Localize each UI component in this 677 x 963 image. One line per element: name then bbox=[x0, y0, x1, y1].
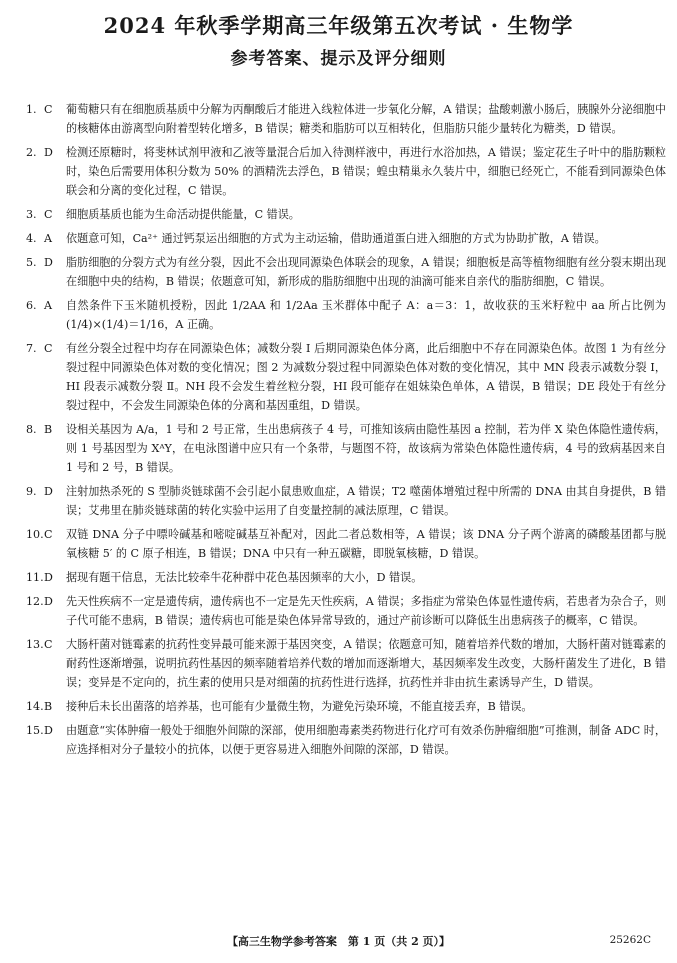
answer-item bbox=[26, 420, 666, 477]
answer-choice: A bbox=[44, 299, 53, 312]
answer-number: 7. bbox=[26, 342, 37, 355]
answer-number: 4. bbox=[26, 232, 37, 245]
answer-item bbox=[26, 592, 666, 630]
answer-item bbox=[26, 100, 666, 138]
answer-explanation: 葡萄糖只有在细胞质基质中分解为丙酮酸后才能进入线粒体进一步氧化分解，A 错误；盐酸刺激小肠后，胰腺外分泌细胞中的核糖体由游离型向附着型转化增多，B 错误；糖类和脂肪可以互相转化，但脂肪只能少量转化为糖类，D 错误。 bbox=[66, 103, 666, 135]
answer-list bbox=[26, 100, 666, 764]
answer-number: 13. bbox=[26, 638, 44, 651]
answer-explanation: 有丝分裂全过程中均存在同源染色体；减数分裂 Ⅰ 后期同源染色体分离，此后细胞中不存在同源染色体。故图 1 为有丝分裂过程中同源染色体对数的变化情况；图 2 为减数分裂过程中同源染色体对数的变化情况，其中 MN 段表示减数分裂 Ⅰ，HI 段表示减数分裂 Ⅱ。NH 段不会发生着丝粒分裂，HI 段可能存在姐妹染色单体，A 错误，B 错误；DE 段处于有丝分裂过程中，不会发生同源染色体的分离和基因重组，D 错误。 bbox=[66, 342, 666, 412]
answer-number: 12. bbox=[26, 595, 44, 608]
answer-item bbox=[26, 229, 666, 248]
answer-item bbox=[26, 296, 666, 334]
answer-choice: C bbox=[44, 208, 53, 221]
answer-number: 1. bbox=[26, 103, 37, 116]
answer-explanation: 双链 DNA 分子中嘌呤碱基和嘧啶碱基互补配对，因此二者总数相等，A 错误；该 DNA 分子两个游离的磷酸基团都与脱氧核糖 5′ 的 C 原子相连，B 错误；DNA 中只有一种五碳糖，即脱氧核糖，D 错误。 bbox=[66, 528, 666, 560]
answer-item bbox=[26, 205, 666, 224]
answer-choice: C bbox=[44, 638, 53, 651]
answer-explanation: 先天性疾病不一定是遗传病，遗传病也不一定是先天性疾病，A 错误；多指症为常染色体显性遗传病，若患者为杂合子，则子代可能不患病，B 错误；遗传病也可能是染色体异常导致的，通过产前诊断可以降低生出患病孩子的概率，C 错误。 bbox=[66, 595, 666, 627]
answer-choice: D bbox=[44, 595, 53, 608]
answer-choice: D bbox=[44, 485, 53, 498]
answer-choice: D bbox=[44, 256, 53, 269]
page-title: 2024 年秋季学期高三年级第五次考试 · 生物学 bbox=[103, 13, 574, 38]
answer-item bbox=[26, 143, 666, 200]
answer-choice: A bbox=[44, 232, 53, 245]
page-footer: 【高三生物学参考答案 第 1 页（共 2 页）】 bbox=[226, 935, 451, 948]
answer-explanation: 大肠杆菌对链霉素的抗药性变异最可能来源于基因突变，A 错误；依题意可知，随着培养代数的增加，大肠杆菌对链霉素的耐药性逐渐增强，说明抗药性基因的频率随着培养代数的增加而逐渐增大，基因频率发生改变，大肠杆菌发生了进化，B 错误；变异是不定向的，抗生素的使用只是对细菌的抗药性进行选择，抗药性并非由抗生素诱导产生，D 错误。 bbox=[66, 638, 666, 689]
page-subtitle: 参考答案、提示及评分细则 bbox=[230, 49, 447, 69]
answer-number: 14. bbox=[26, 700, 44, 713]
answer-explanation: 细胞质基质也能为生命活动提供能量，C 错误。 bbox=[66, 208, 300, 221]
answer-item bbox=[26, 339, 666, 415]
answer-choice: B bbox=[44, 700, 53, 713]
answer-number: 15. bbox=[26, 724, 44, 737]
answer-item bbox=[26, 525, 666, 563]
answer-item bbox=[26, 482, 666, 520]
answer-choice: D bbox=[44, 724, 53, 737]
answer-item bbox=[26, 721, 666, 759]
answer-choice: B bbox=[44, 423, 53, 436]
answer-choice: D bbox=[44, 571, 53, 584]
document-code: 25262C bbox=[609, 934, 651, 946]
answer-number: 6. bbox=[26, 299, 37, 312]
answer-number: 11. bbox=[26, 571, 44, 584]
answer-explanation: 据现有题干信息，无法比较牵牛花种群中花色基因频率的大小，D 错误。 bbox=[66, 571, 423, 584]
answer-number: 8. bbox=[26, 423, 37, 436]
answer-number: 10. bbox=[26, 528, 44, 541]
answer-explanation: 设相关基因为 A/a，1 号和 2 号正常，生出患病孩子 4 号，可推知该病由隐性基因 a 控制，若为伴 X 染色体隐性遗传病，则 1 号基因型为 XᴬY，在电泳图谱中应只有一个条带，与题图不符，故该病为常染色体隐性遗传病，4 号的致病基因来自 1 号和 2 号，B 错误。 bbox=[66, 423, 666, 474]
answer-item bbox=[26, 253, 666, 291]
answer-explanation: 脂肪细胞的分裂方式为有丝分裂，因此不会出现同源染色体联会的现象，A 错误；细胞板是高等植物细胞有丝分裂末期出现在细胞中央的结构，B 错误；依题意可知，新形成的脂肪细胞中出现的油滴可能来自亲代的脂肪细胞，C 错误。 bbox=[66, 256, 666, 288]
answer-item bbox=[26, 635, 666, 692]
answer-explanation: 接种后未长出菌落的培养基，也可能有少量微生物，为避免污染环境，不能直接丢弃，B 错误。 bbox=[66, 700, 533, 713]
answer-choice: C bbox=[44, 528, 53, 541]
answer-number: 3. bbox=[26, 208, 37, 221]
answer-explanation: 依题意可知，Ca²⁺ 通过钙泵运出细胞的方式为主动运输，借助通道蛋白进入细胞的方式为协助扩散，A 错误。 bbox=[66, 232, 606, 245]
answer-choice: D bbox=[44, 146, 53, 159]
answer-number: 5. bbox=[26, 256, 37, 269]
answer-explanation: 注射加热杀死的 S 型肺炎链球菌不会引起小鼠患败血症，A 错误；T2 噬菌体增殖过程中所需的 DNA 由其自身提供，B 错误；艾弗里在肺炎链球菌的转化实验中运用了自变量控制的减法原理，C 错误。 bbox=[66, 485, 666, 517]
answer-number: 9. bbox=[26, 485, 37, 498]
answer-item bbox=[26, 568, 666, 587]
answer-choice: C bbox=[44, 342, 53, 355]
answer-item bbox=[26, 697, 666, 716]
answer-explanation: 检测还原糖时，将斐林试剂甲液和乙液等量混合后加入待测样液中，再进行水浴加热，A 错误；鉴定花生子叶中的脂肪颗粒时，染色后需要用体积分数为 50% 的酒精洗去浮色，B 错误；蝗虫精巢永久装片中，细胞已经死亡，不能看到同源染色体联会和分离的变化过程，C 错误。 bbox=[66, 146, 666, 197]
answer-explanation: 自然条件下玉米随机授粉，因此 1/2AA 和 1/2Aa 玉米群体中配子 A：a＝3：1，故收获的玉米籽粒中 aa 所占比例为 (1/4)×(1/4)＝1/16，A 正确。 bbox=[66, 299, 666, 331]
answer-number: 2. bbox=[26, 146, 37, 159]
answer-choice: C bbox=[44, 103, 53, 116]
answer-explanation: 由题意“实体肿瘤一般处于细胞外间隙的深部，使用细胞毒素类药物进行化疗可有效杀伤肿瘤细胞”可推测，制备 ADC 时，应选择相对分子量较小的抗体，以便于更容易进入细胞外间隙的深部，D 错误。 bbox=[66, 724, 666, 756]
